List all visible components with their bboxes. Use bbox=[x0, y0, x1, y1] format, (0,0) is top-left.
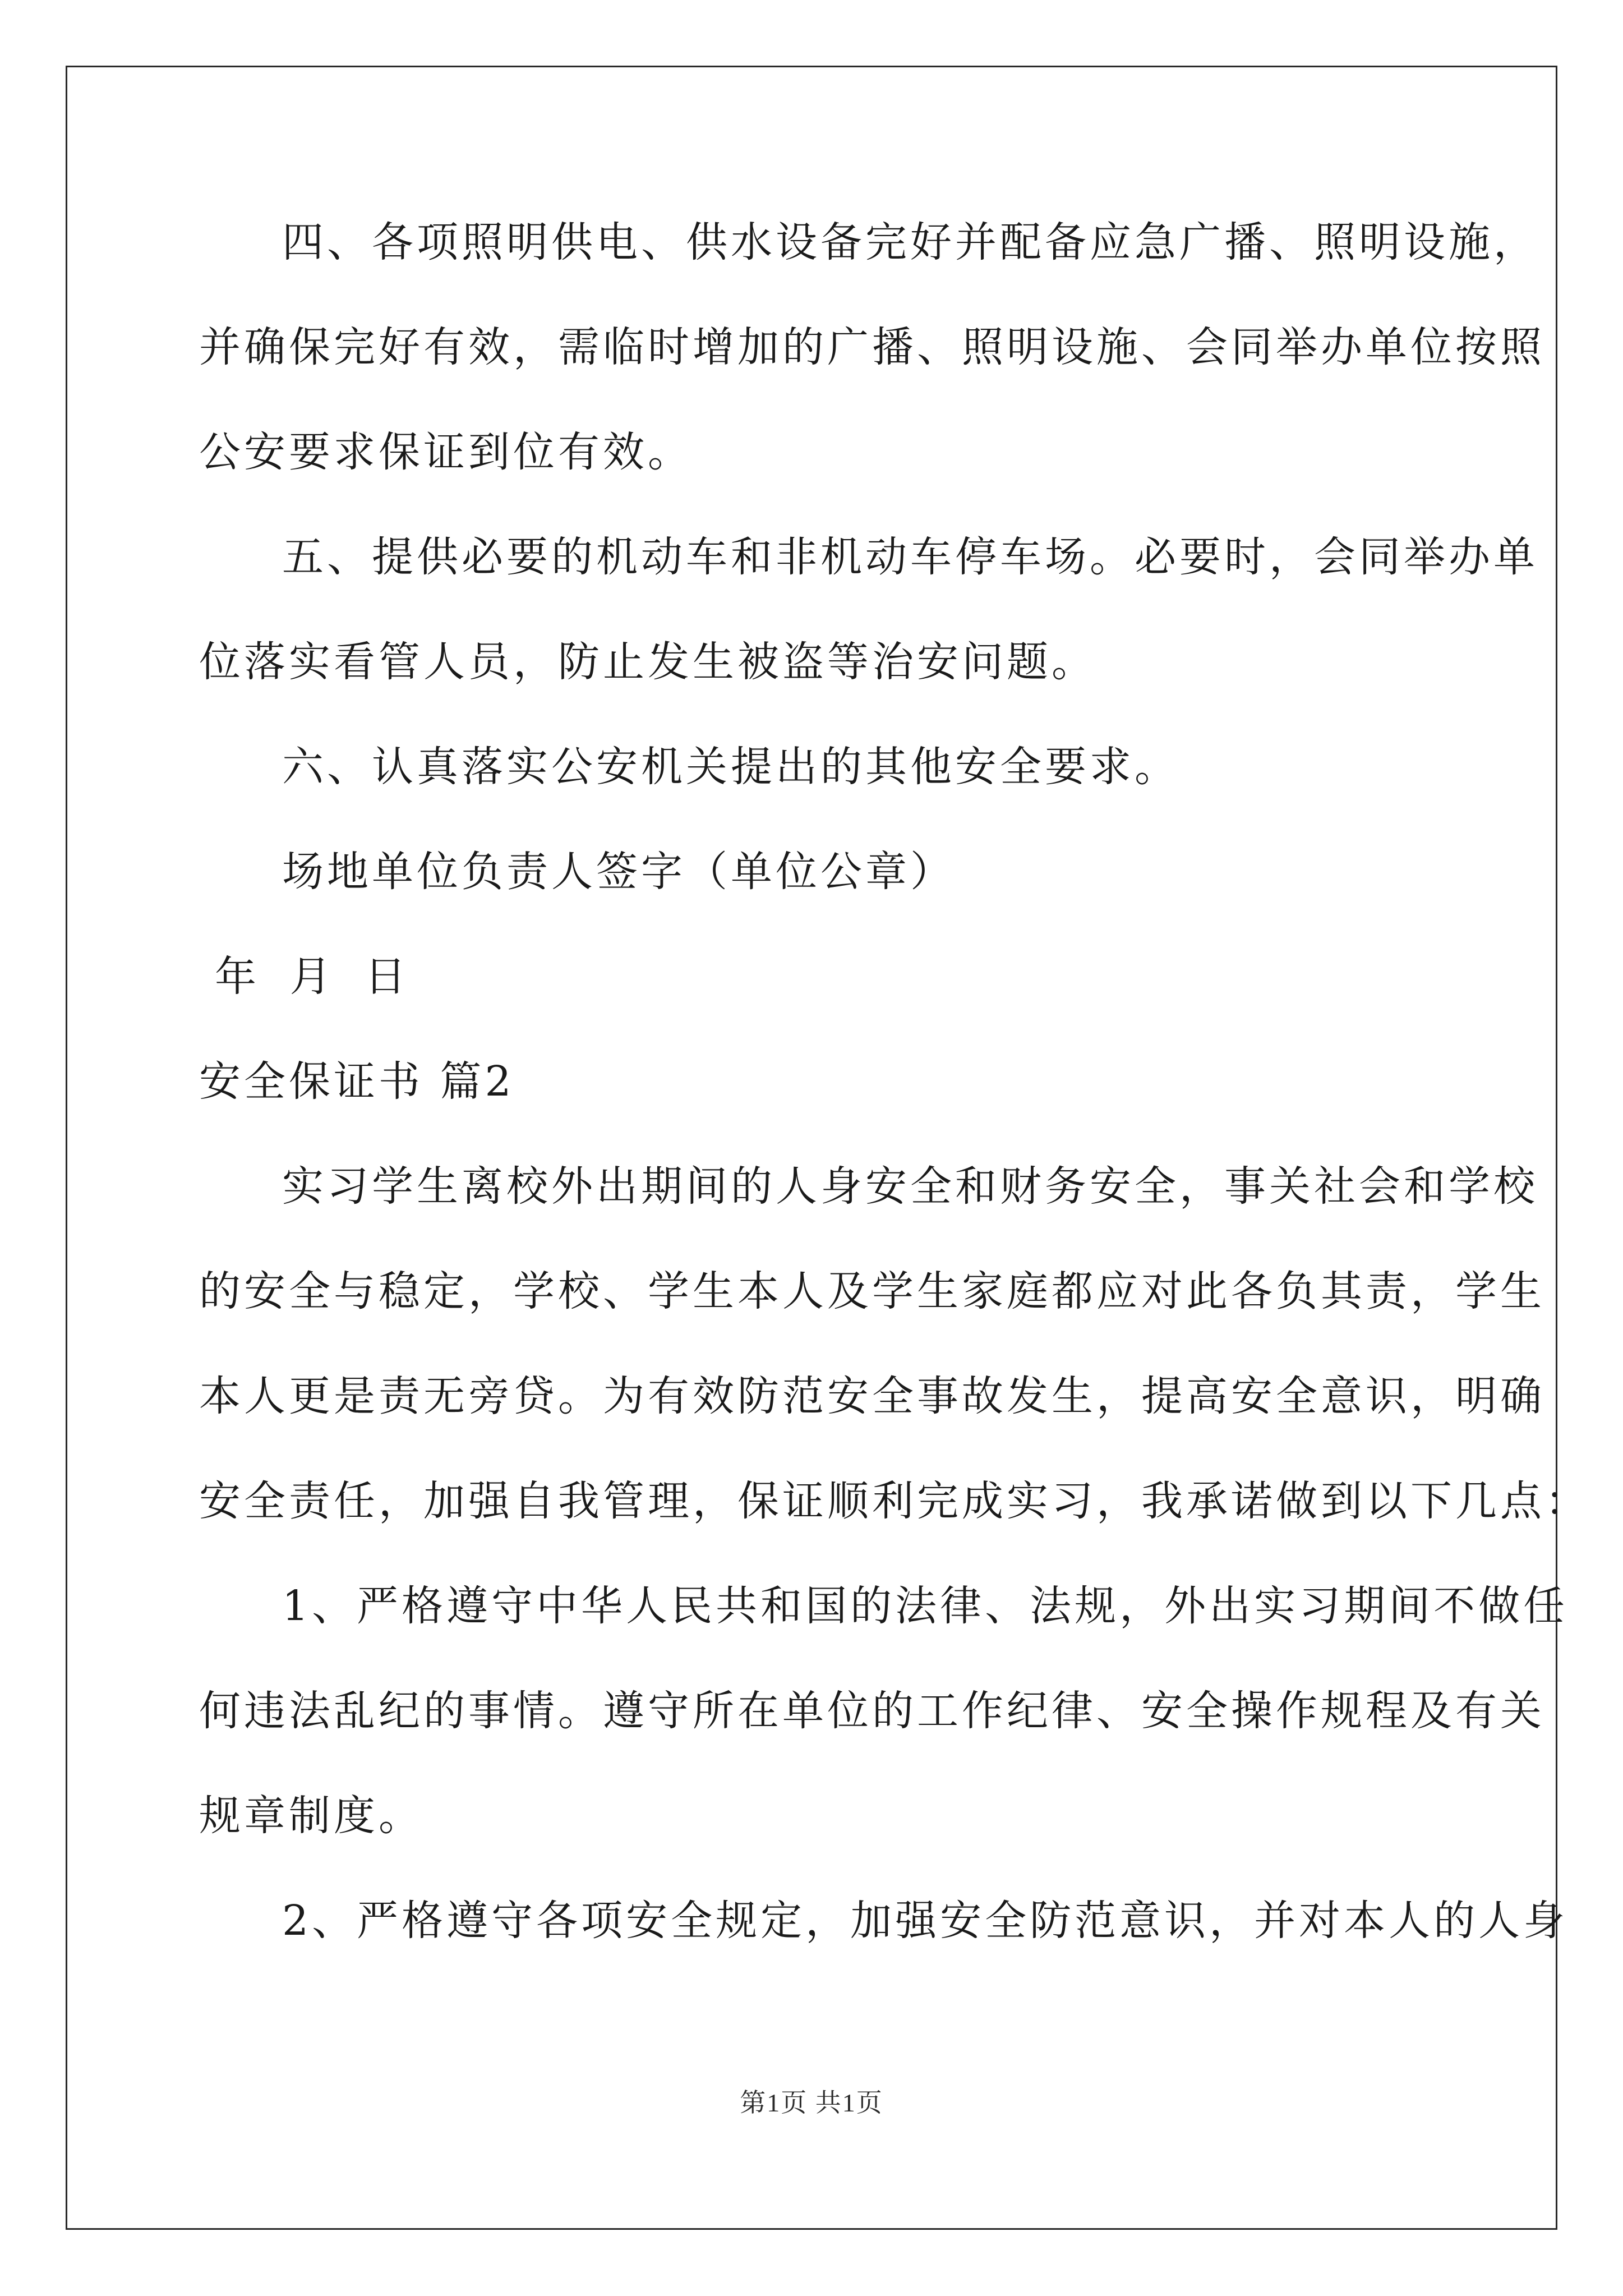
paragraph-line: 安全责任，加强自我管理，保证顺利完成实习，我承诺做到以下几点： bbox=[199, 1477, 1590, 1525]
page-number-footer: 第1页 共1页 bbox=[740, 2088, 883, 2117]
paragraph-line: 公安要求保证到位有效。 bbox=[199, 428, 693, 476]
paragraph-line: 四、各项照明供电、供水设备完好并配备应急广播、照明设施， bbox=[282, 218, 1538, 266]
paragraph-line: 本人更是责无旁贷。为有效防范安全事故发生，提高安全意识，明确 bbox=[199, 1372, 1545, 1420]
date-line: 年 月 日 bbox=[215, 953, 410, 1001]
paragraph-line: 规章制度。 bbox=[199, 1792, 423, 1840]
paragraph-line: 位落实看管人员，防止发生被盗等治安问题。 bbox=[199, 638, 1096, 686]
paragraph-line: 五、提供必要的机动车和非机动车停车场。必要时，会同举办单 bbox=[282, 533, 1538, 581]
paragraph-line: 实习学生离校外出期间的人身安全和财务安全，事关社会和学校 bbox=[282, 1162, 1538, 1211]
paragraph-line: 2、严格遵守各项安全规定，加强安全防范意识，并对本人的人身 bbox=[282, 1897, 1569, 1945]
paragraph-line: 的安全与稳定，学校、学生本人及学生家庭都应对此各负其责，学生 bbox=[199, 1267, 1545, 1315]
section-heading: 安全保证书 篇2 bbox=[199, 1057, 515, 1106]
paragraph-line: 并确保完好有效，需临时增加的广播、照明设施、会同举办单位按照 bbox=[199, 323, 1545, 371]
paragraph-line: 六、认真落实公安机关提出的其他安全要求。 bbox=[282, 743, 1179, 791]
paragraph-line: 何违法乱纪的事情。遵守所在单位的工作纪律、安全操作规程及有关 bbox=[199, 1687, 1545, 1735]
paragraph-line: 1、严格遵守中华人民共和国的法律、法规，外出实习期间不做任 bbox=[282, 1582, 1569, 1630]
signature-line: 场地单位负责人签字（单位公章） bbox=[282, 848, 955, 896]
